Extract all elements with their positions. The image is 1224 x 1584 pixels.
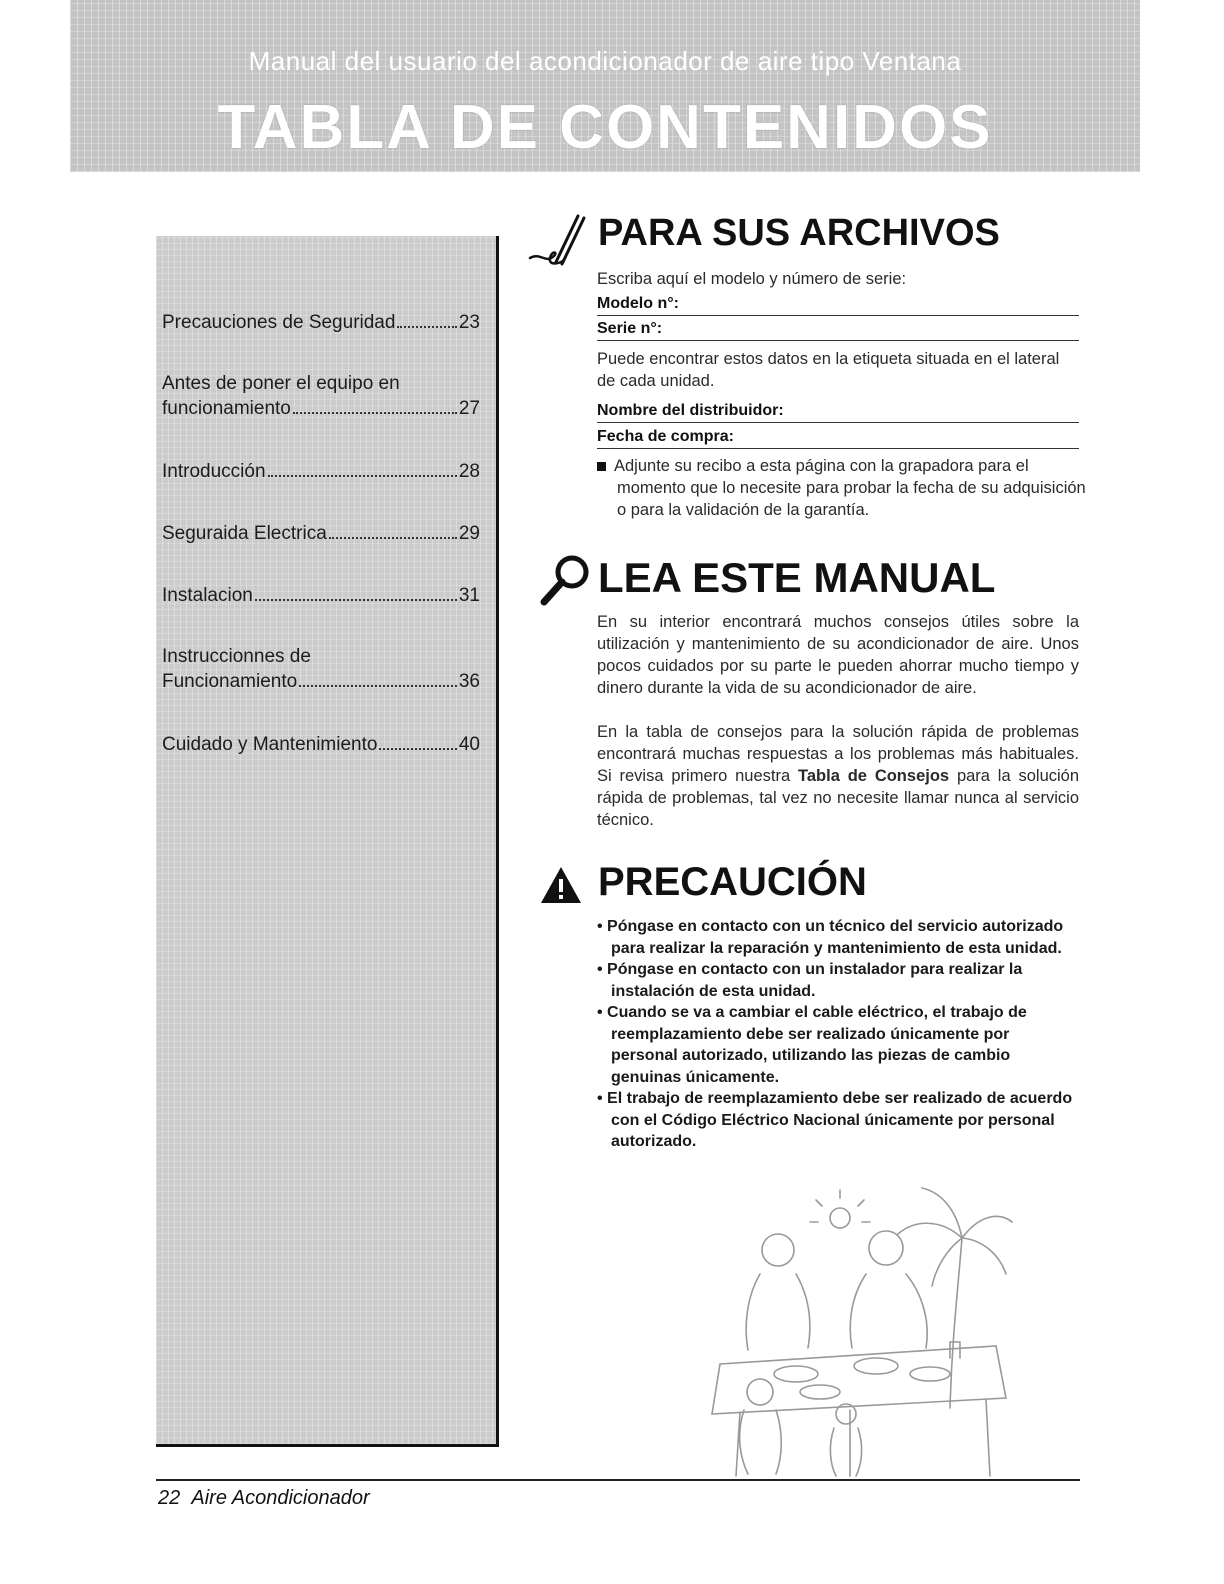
footer-section-title: Aire Acondicionador: [191, 1487, 370, 1509]
toc-entry-instalacion[interactable]: [162, 583, 480, 608]
toc-entry-seguraida-electrica[interactable]: [162, 521, 480, 546]
consejos-table-link: Tabla de Consejos: [798, 767, 950, 785]
caution-item-text: El trabajo de reemplazamiento debe ser realizado de acuerdo con el Código Eléctrico Nacional únicamente por personal autorizado.: [607, 1090, 1073, 1150]
toc-label: Funcionamiento: [162, 671, 298, 692]
records-intro: Escriba aquí el modelo y número de serie:: [597, 270, 907, 288]
dealer-name-field[interactable]: Nombre del distribuidor:: [597, 400, 1079, 423]
toc-label: Seguraida Electrica: [162, 523, 327, 544]
warning-icon: [538, 864, 584, 906]
caution-item: • Cuando se va a cambiar el cable eléctrico, el trabajo de reemplazamiento debe ser realizado únicamente por personal autorizado, utilizando las piezas de cambio genuinas únicamente.: [597, 1004, 1027, 1086]
toc-entry-introduccion[interactable]: [162, 459, 480, 484]
pen-icon: [526, 212, 592, 272]
toc-page-number: 36: [458, 671, 480, 692]
page-title: TABLA DE CONTENIDOS: [217, 93, 993, 162]
purchase-date-field[interactable]: Fecha de compra:: [597, 426, 1079, 449]
caution-item: • El trabajo de reemplazamiento debe ser realizado de acuerdo con el Código Eléctrico Nacional únicamente por personal autorizado.: [597, 1090, 1073, 1150]
toc-page-number: 29: [458, 523, 480, 544]
manual-paragraph-2: [597, 721, 1079, 831]
magnifier-icon: [538, 552, 594, 608]
manual-subtitle: Manual del usuario del acondicionador de aire tipo Ventana: [248, 46, 962, 76]
records-heading: PARA SUS ARCHIVOS: [598, 212, 1000, 254]
toc-label: Instalacion: [162, 585, 253, 606]
toc-label: Precauciones de Seguridad: [162, 312, 396, 333]
caution-item: • Póngase en contacto con un técnico del servicio autorizado para realizar la reparación y mantenimiento de esta unidad.: [597, 918, 1064, 957]
model-number-field[interactable]: Modelo n°:: [597, 293, 1079, 316]
manual-paragraph-2-end: para la solución rápida de problemas, tal vez no necesite llamar nunca al servicio técnico.: [597, 767, 1080, 829]
square-bullet-icon: [597, 462, 606, 471]
toc-page-number: 31: [458, 585, 480, 606]
toc-label: Introducción: [162, 461, 266, 482]
toc-label-line: Antes de poner el equipo en: [162, 373, 400, 394]
footer-divider: [156, 1479, 1080, 1481]
caution-list: [597, 916, 1077, 1153]
toc-page-number: 40: [458, 734, 480, 755]
caution-item-text: Póngase en contacto con un técnico del servicio autorizado para realizar la reparación y mantenimiento de esta unidad.: [607, 918, 1064, 957]
toc-label: funcionamiento: [162, 398, 291, 419]
header-banner: [70, 0, 1140, 172]
serial-number-field[interactable]: Serie n°:: [597, 318, 1079, 341]
caution-item-text: Cuando se va a cambiar el cable eléctrico, el trabajo de reemplazamiento debe ser realizado únicamente por personal autorizado, utilizando las piezas de cambio genuinas únicamente.: [607, 1004, 1027, 1086]
toc-entry-cuidado[interactable]: [162, 732, 480, 757]
caution-heading: PRECAUCIÓN: [598, 860, 867, 904]
receipt-note-text: Adjunte su recibo a esta página con la grapadora para el momento que lo necesite para probar la fecha de su adquisición o para la validación de la garantía.: [614, 457, 1086, 519]
toc-page-number: 27: [458, 398, 480, 419]
manual-heading: LEA ESTE MANUAL: [598, 554, 996, 601]
family-picnic-illustration: [700, 1178, 1016, 1478]
toc-entry-precauciones[interactable]: [162, 310, 480, 335]
toc-label-line: Instruccionnes de: [162, 646, 311, 667]
toc-label: Cuidado y Mantenimiento: [162, 734, 378, 755]
toc-entry-instrucciones[interactable]: [162, 644, 480, 694]
toc-page-number: 23: [458, 312, 480, 333]
label-location-note: Puede encontrar estos datos en la etiqueta situada en el lateral de cada unidad.: [597, 350, 1060, 390]
manual-paragraph-2-start: En la tabla de consejos para la solución rápida de problemas encontrará muchas respuestas a los problemas más habituales. Si revisa primero nuestra: [597, 723, 1079, 785]
page-footer: [158, 1487, 370, 1510]
toc-entry-antes-de-poner[interactable]: [162, 371, 480, 421]
manual-paragraph-1: En su interior encontrará muchos consejos útiles sobre la utilización y mantenimiento de su acondicionador de aire. Unos pocos cuidados por su parte le pueden ahorrar mucho tiempo y dinero durante la vida de su acondicionador de aire.: [597, 613, 1079, 697]
toc-page-number: 28: [458, 461, 480, 482]
page-number: 22: [158, 1487, 181, 1509]
receipt-note: [597, 455, 1087, 521]
caution-item: • Póngase en contacto con un instalador para realizar la instalación de esta unidad.: [597, 961, 1023, 1000]
table-of-contents: [156, 236, 499, 1447]
caution-item-text: Póngase en contacto con un instalador para realizar la instalación de esta unidad.: [607, 961, 1023, 1000]
